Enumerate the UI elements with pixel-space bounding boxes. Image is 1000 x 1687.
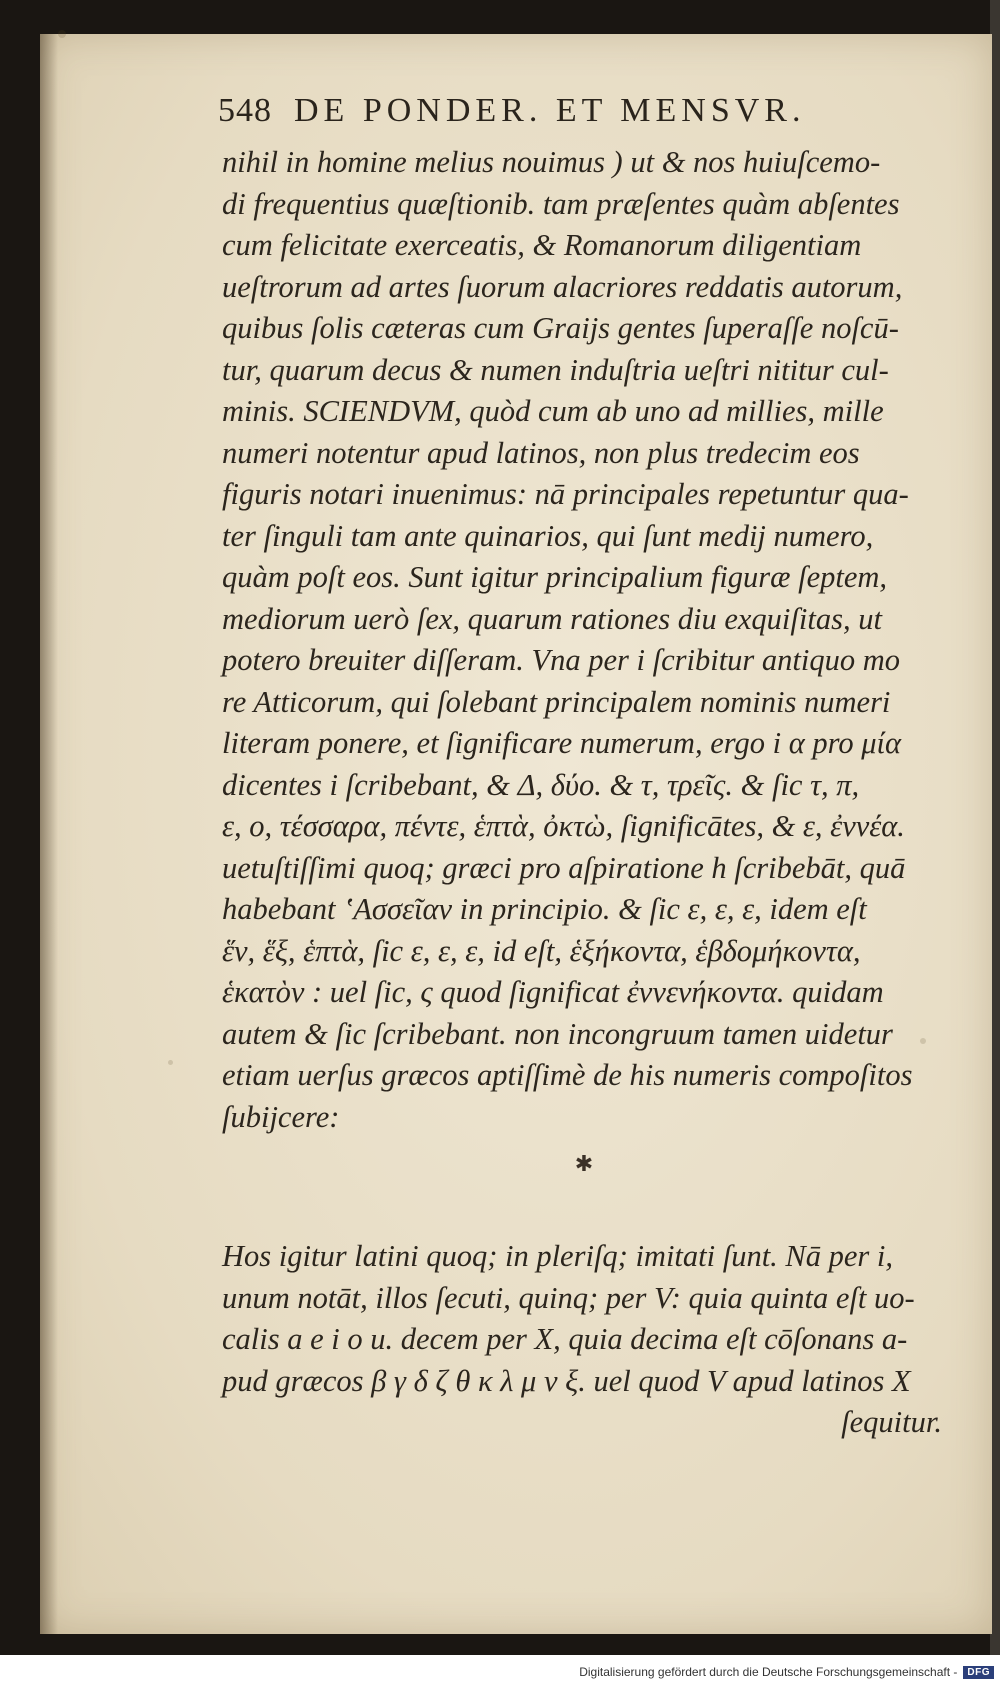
text-line: nihil in homine melius nouimus ) ut & nos huiuſcemo- [222, 145, 881, 179]
text-line: etiam uerſus græcos aptiſſimè de his numeris compoſitos [222, 1058, 913, 1092]
text-line: ε, ο, τέσσαρα, πέντε, ἑπτὰ, ὀκτὼ, ſignificātes, & ε, ἐννέα. [222, 809, 905, 843]
text-line: quàm poſt eos. Sunt igitur principalium figuræ ſeptem, [222, 560, 888, 594]
ink-speck [58, 30, 66, 38]
text-line: ter ſinguli tam ante quinarios, qui ſunt medij numero, [222, 518, 874, 553]
page-number: 548 [218, 92, 272, 129]
digitization-footer [0, 1661, 1000, 1683]
text-line: pud græcos β γ δ ζ θ κ λ μ ν ξ. uel quod V apud latinos X [222, 1363, 911, 1398]
text-line: tur, quarum decus & numen induſtria ueſtri nititur cul- [222, 352, 889, 387]
text-line: mediorum uerò ſex, quarum rationes diu exquiſitas, ut [222, 601, 882, 636]
text-line: unum notāt, illos ſecuti, quinq; per V: quia quinta eſt uo- [222, 1280, 915, 1315]
second-text-block [222, 1236, 942, 1444]
text-line: literam ponere, et ſignificare numerum, ergo i α pro μία [222, 726, 901, 760]
main-text-block [222, 142, 942, 1138]
text-line: cum felicitate exerceatis, & Romanorum diligentiam [222, 228, 862, 262]
text-line: uetuſtiſſimi quoq; græci pro aſpiratione h ſcribebāt, quā [222, 850, 906, 885]
dfg-logo-icon: DFG [963, 1666, 994, 1679]
text-line: ſubijcere: [222, 1099, 340, 1134]
page-gutter-shadow [40, 34, 58, 1634]
text-line: habebant ʽΑσσεῖαν in principio. & ſic ε, ε, ε, idem eſt [222, 892, 867, 926]
footer-credit: Digitalisierung gefördert durch die Deutsche Forschungsgemeinschaft - [579, 1665, 958, 1679]
text-line: dicentes i ſcribebant, & Δ, δύο. & τ, τρεῖς. & ſic τ, π, [222, 767, 860, 802]
text-line: quibus ſolis cæteras cum Graijs gentes ſuperaſſe noſcū- [222, 311, 899, 345]
text-line: di frequentius quæſtionib. tam præſentes quàm abſentes [222, 186, 900, 221]
text-line: numeri notentur apud latinos, non plus tredecim eos [222, 435, 860, 470]
text-line: re Atticorum, qui ſolebant principalem nominis numeri [222, 684, 891, 719]
text-line: ἑκατὸν : uel ſic, ς quod ſignificat ἐννενήκοντα. quidam [222, 975, 884, 1009]
text-line: calis a e i o u. decem per X, quia decima eſt cōſonans a- [222, 1322, 908, 1356]
text-line: potero breuiter diſſeram. Vna per i ſcribitur antiquo mo [222, 643, 901, 677]
text-line: minis. SCIENDVM, quòd cum ab uno ad millies, mille [222, 394, 884, 428]
ornament-asterisk: ✱ [574, 1152, 594, 1177]
running-head: DE PONDER. ET MENSVR. [294, 92, 806, 129]
ink-speck [168, 1060, 173, 1065]
catchword: ſequitur. [841, 1405, 942, 1439]
text-line: ἕν, ἕξ, ἑπτὰ, ſic ε, ε, ε, id eſt, ἑξήκοντα, ἑβδομήκοντα, [222, 933, 861, 968]
page-header [218, 92, 938, 136]
text-line: Hos igitur latini quoq; in pleriſq; imitati ſunt. Nā per i, [222, 1239, 894, 1273]
text-line: autem & ſic ſcribebant. non incongruum tamen uidetur [222, 1016, 893, 1051]
text-line: figuris notari inuenimus: nā principales repetuntur qua- [222, 477, 909, 511]
text-line: ueſtrorum ad artes ſuorum alacriores reddatis autorum, [222, 269, 903, 304]
